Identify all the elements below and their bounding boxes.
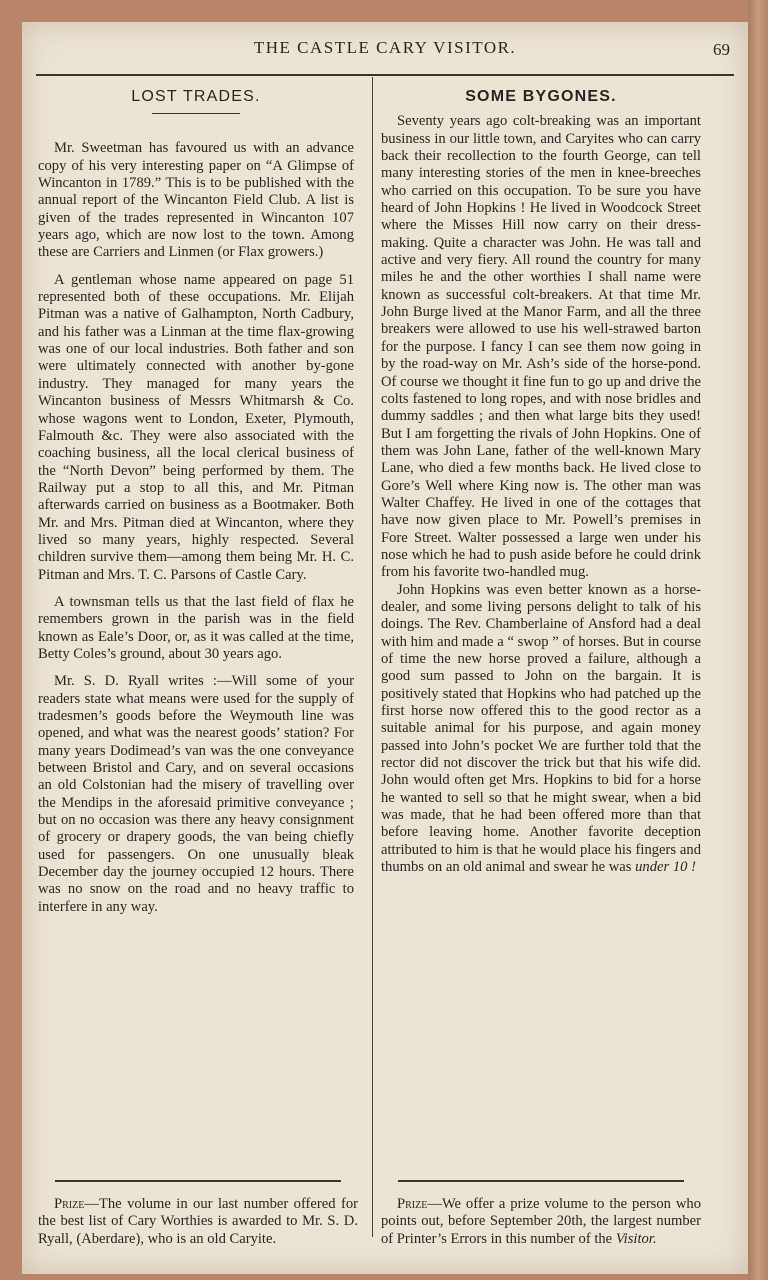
article-paragraph: A townsman tells us that the last field of flax he remembers grown in the parish was in the field known as Eale’s Door, or, as it was called at the time, Betty Coles’s ground, about 30 years ago.: [38, 593, 354, 662]
prize-rule: [398, 1180, 684, 1182]
prize-label: Prize: [397, 1196, 428, 1212]
prize-rule: [55, 1180, 341, 1182]
page-edge: [748, 0, 768, 1280]
right-column: [381, 80, 701, 876]
prize-body: —We offer a prize volume to the person who points out, before September 20th, the largest number of Printer’s Errors in this number of the: [381, 1196, 701, 1247]
prize-label: Prize: [54, 1196, 85, 1212]
paragraph-text: John Hopkins was even better known as a horse-dealer, and some living persons delight to talk of his doings. The Rev. Chamberlaine of Ansford had a deal with him and made a “ swop ” of horses. But in course of time the new horse proved a failure, although a good sum passed to John on the bargain. It is positively stated that Hopkins who had patched up the first horse now offered this to the good rector as a suitable animal for his purpose, and again money passed into John’s pocket We are further told that the rector did not discover the trick but that his wife did. John would often get Mrs. Hopkins to bid for a horse he wanted to sell so that he might swear, when a bid was made, that he had been offered more than that before leaving home. Another favorite deception attributed to him is that he would place his fingers and thumbs on an old animal and swear he was: [381, 581, 701, 876]
article-paragraph: A gentleman whose name appeared on page 51 represented both of these occupations. Mr. Elijah Pitman was a native of Galhampton, North Cadbury, and his father was a Linman at the time flax-growing was one of our local industries. Both father and son were ultimately connected with another by-gone industry. They managed for many years the Wincanton business of Messrs Whitmarsh & Co. whose wagons went to London, Exeter, Plymouth, Falmouth &c. They were also associated with the coaching business, all the local clerical business of the “North Devon” being performed by them. The Railway put a stop to all this, and Mr. Pitman afterwards carried on business as a Bootmaker. Both Mr. and Mrs. Pitman died at Wincanton, where they lived so many years, highly respected. Several children survive them—among them being Mr. H. C. Pitman and Mrs. T. C. Parsons of Castle Cary.: [38, 271, 354, 583]
article-paragraph: [381, 582, 701, 877]
prize-text: [38, 1196, 358, 1248]
left-prize-notice: [38, 1180, 358, 1248]
left-column: [38, 80, 354, 926]
column-divider: [372, 77, 373, 1237]
header-rule: [36, 74, 734, 76]
document-page: [22, 22, 748, 1274]
article-paragraph: Mr. S. D. Ryall writes :—Will some of your readers state what means were used for the supply of tradesmen’s goods before the Weymouth line was opened, and what was the nearest goods’ station? For many years Dodimead’s van was the one conveyance between Bristol and Cary, and on several occasions an old Colstonian had the misery of travelling over the Mendips in the aforesaid primitive conveyance ; but on no occasion was there any heavy consignment of grocery or drapery goods, the van being chiefly used for passengers. On one unusually bleak December day the journey occupied 12 hours. There was no snow on the road and no heavy traffic to interfere in any way.: [38, 673, 354, 915]
running-header: [22, 38, 748, 68]
some-bygones-heading: SOME BYGONES.: [465, 88, 617, 105]
right-prize-notice: [381, 1180, 701, 1248]
prize-body: —The volume in our last number offered for the best list of Cary Worthies is awarded to Mr. S. D. Ryall, (Aberdare), who is an old Caryite.: [38, 1196, 358, 1247]
closing-italic: under 10 !: [635, 859, 696, 876]
publication-title: THE CASTLE CARY VISITOR.: [253, 38, 517, 57]
article-paragraph: Seventy years ago colt-breaking was an important business in our little town, and Caryites who can carry back their recollection to the fourth George, can tell many interesting stories of the men in knee-breeches who carried on this occupation. To be sure you have heard of John Hopkins ! He lived in Woodcock Street where the Misses Hill now carry on their dress-making. Quite a character was John. He was tall and active and very fiery. All round the country for many miles he and the other worthies I shall name were known as successful colt-breakers. At that time Mr. John Burge lived at the Manor Farm, and all the three breakers were allowed to use his well-strawed barton for the purpose. I fancy I can see them now going in by the road-way on Mr. Ash’s side of the horse-pond. Of course we thought it fine fun to go up and drive the colts fastened to long ropes, and with nose bridles and dummy saddles ; and then what large bits they used! But I am forgetting the rivals of John Hopkins. One of them was John Lane, father of the well-known Mary Lane, who died a few months back. He lived close to Gore’s Well where King now is. The other man was Walter Chaffey. He lived in one of the cottages that have now given place to Mr. Powell’s premises in Fore Street. Walter possessed a large wen under his nose which he had to push aside before he could drink from his favorite two-handled mug.: [381, 113, 701, 581]
heading-rule: [152, 113, 240, 114]
lost-trades-heading: LOST TRADES.: [131, 88, 261, 105]
page-number: 69: [713, 40, 730, 59]
prize-italic: Visitor.: [615, 1230, 657, 1247]
prize-text: [381, 1196, 701, 1248]
article-paragraph: Mr. Sweetman has favoured us with an advance copy of his very interesting paper on “A Glimpse of Wincanton in 1789.” This is to be published with the annual report of the Wincanton Field Club. A list is given of the trades represented in Wincanton 107 years ago, which are now lost to the town. Among these are Carriers and Linmen (or Flax growers.): [38, 140, 354, 261]
